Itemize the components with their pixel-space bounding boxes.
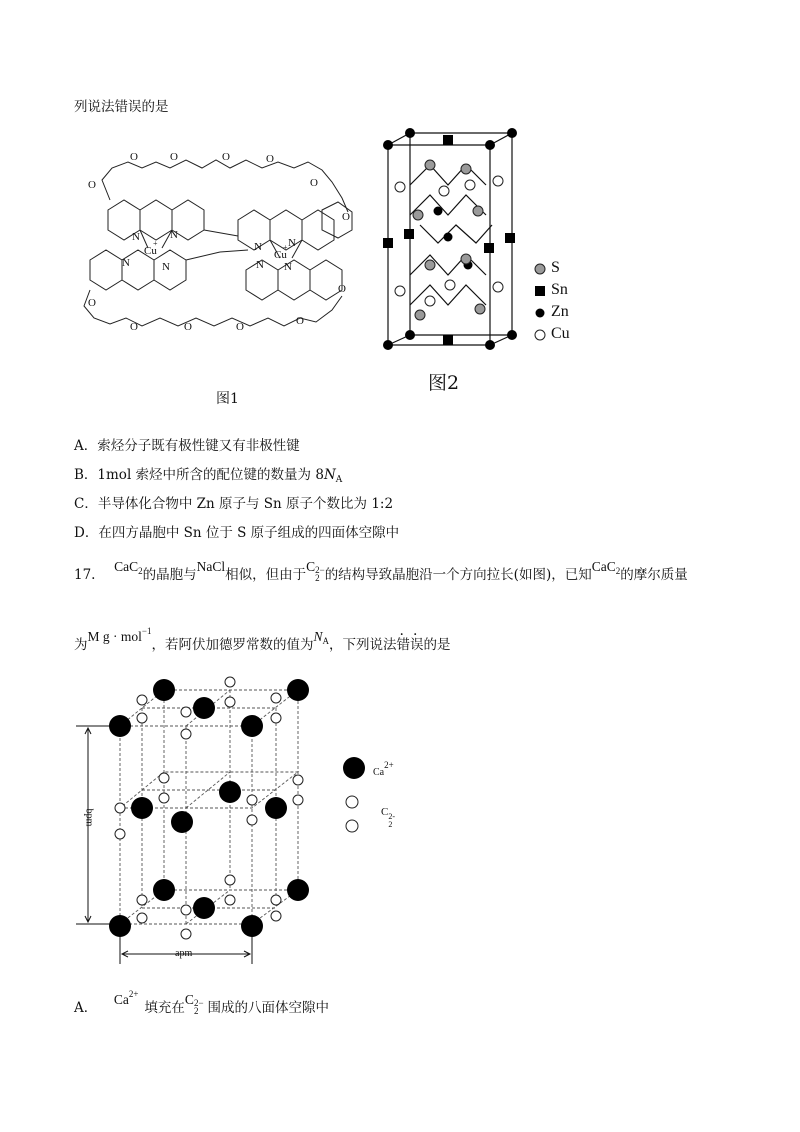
c2-ion: C 2− 2 bbox=[306, 559, 325, 583]
option-d bbox=[74, 524, 399, 542]
dimension-a-label: apm bbox=[175, 948, 193, 959]
legend-zn-label: Zn bbox=[551, 303, 569, 320]
legend-s-label: S bbox=[551, 259, 560, 276]
svg-text:O: O bbox=[296, 315, 304, 327]
svg-text:O: O bbox=[130, 151, 138, 163]
legend-s-icon bbox=[534, 263, 546, 275]
option-c bbox=[74, 495, 393, 513]
figure-2-unit-cell bbox=[380, 125, 520, 355]
svg-text:N: N bbox=[284, 261, 292, 273]
svg-text:N: N bbox=[288, 237, 296, 249]
svg-text:O: O bbox=[342, 211, 350, 223]
svg-text:Cu: Cu bbox=[144, 245, 157, 257]
legend-ca-label: Ca2+ bbox=[373, 760, 394, 778]
svg-text:O: O bbox=[266, 153, 274, 165]
svg-text:N: N bbox=[256, 259, 264, 271]
svg-text:N: N bbox=[162, 261, 170, 273]
svg-text:O: O bbox=[170, 151, 178, 163]
cac2-formula: CaC$_2$ bbox=[114, 559, 143, 576]
option-b-letter: B． bbox=[74, 467, 98, 483]
molar-mass: M g · mol$^{-1}$ bbox=[87, 626, 152, 644]
q17-option-a bbox=[74, 989, 330, 1023]
figure-1-caption: 图1 bbox=[216, 391, 239, 407]
option-a-letter: A． bbox=[74, 438, 98, 454]
option-b bbox=[74, 466, 342, 489]
q17-option-a-text-2: 围成的八面体空隙中 bbox=[207, 1000, 330, 1016]
svg-text:N: N bbox=[122, 257, 130, 269]
legend-ca-icon bbox=[342, 756, 366, 780]
legend-c2-icon bbox=[344, 794, 360, 836]
option-a-text: 索烃分子既有极性键又有非极性键 bbox=[97, 438, 300, 454]
q17-text-3: 的结构导致晶胞沿一个方向拉长(如图)，已知 bbox=[324, 567, 592, 583]
svg-text:O: O bbox=[184, 321, 192, 333]
na-symbol: N bbox=[323, 467, 336, 483]
option-c-text: 半导体化合物中 Zn 原子与 Sn 原子个数比为 1:2 bbox=[97, 496, 394, 512]
q17-number: 17. bbox=[74, 567, 96, 583]
q17-text-6: ，下列说法 bbox=[328, 637, 397, 653]
svg-text:O: O bbox=[130, 321, 138, 333]
legend-c2-label: C 2- 2 bbox=[381, 806, 396, 829]
q17-line-1 bbox=[74, 559, 688, 590]
ca-ion: $Ca^{2+}$ bbox=[113, 989, 139, 1007]
figure-3-cac2-cell bbox=[76, 672, 336, 972]
svg-text:O: O bbox=[222, 151, 230, 163]
nacl-formula: NaCl bbox=[196, 559, 226, 574]
intro-text: 列说法错误的是 bbox=[74, 99, 169, 115]
option-a bbox=[74, 437, 300, 455]
svg-text:O: O bbox=[236, 321, 244, 333]
legend-cu-icon bbox=[534, 329, 546, 341]
svg-text:N: N bbox=[254, 241, 262, 253]
option-b-text: 1mol 索烃中所含的配位键的数量为 8 bbox=[97, 467, 324, 483]
svg-text:+: + bbox=[283, 243, 288, 252]
svg-text:N: N bbox=[170, 229, 178, 241]
dimension-b-label: bpm bbox=[83, 808, 95, 827]
svg-text:+: + bbox=[153, 239, 158, 248]
q17-option-a-text-1: 填充在 bbox=[144, 1000, 185, 1016]
option-c-letter: C． bbox=[74, 496, 98, 512]
emphasis-wu: 误 bbox=[409, 637, 424, 653]
q17-text-5: ，若阿伏加德罗常数的值为 bbox=[151, 637, 314, 653]
q17-text-1: 的晶胞与 bbox=[142, 567, 197, 583]
na-sub: A bbox=[335, 475, 343, 485]
svg-text:O: O bbox=[88, 179, 96, 191]
q17-wei: 为 bbox=[74, 637, 88, 653]
option-d-letter: D． bbox=[74, 525, 99, 541]
avogadro-symbol: $N_A$ bbox=[313, 629, 329, 646]
c2-ion-a: C 2− 2 bbox=[184, 992, 204, 1016]
q17-line-2 bbox=[74, 626, 451, 658]
emphasis-cuo: 错 bbox=[396, 637, 410, 653]
legend-sn-icon bbox=[534, 285, 546, 297]
q17-option-a-letter: A． bbox=[74, 1000, 98, 1016]
q17-text-2: 相似，但由于 bbox=[225, 567, 307, 583]
q17-text-7: 的是 bbox=[423, 637, 451, 653]
legend-zn-icon bbox=[534, 307, 546, 319]
svg-text:O: O bbox=[88, 297, 96, 309]
svg-text:O: O bbox=[310, 177, 318, 189]
svg-text:O: O bbox=[338, 283, 346, 295]
legend-sn-label: Sn bbox=[551, 281, 568, 298]
q17-text-4: 的摩尔质量 bbox=[620, 567, 688, 583]
cac2-formula-2: CaC$_2$ bbox=[591, 559, 621, 576]
figure-2-caption: 图2 bbox=[428, 372, 460, 394]
svg-text:N: N bbox=[132, 231, 140, 243]
figure-1-catenane bbox=[70, 140, 370, 340]
svg-text:Cu: Cu bbox=[274, 249, 287, 261]
legend-cu-label: Cu bbox=[551, 325, 570, 342]
option-d-text: 在四方晶胞中 Sn 位于 S 原子组成的四面体空隙中 bbox=[98, 525, 400, 541]
